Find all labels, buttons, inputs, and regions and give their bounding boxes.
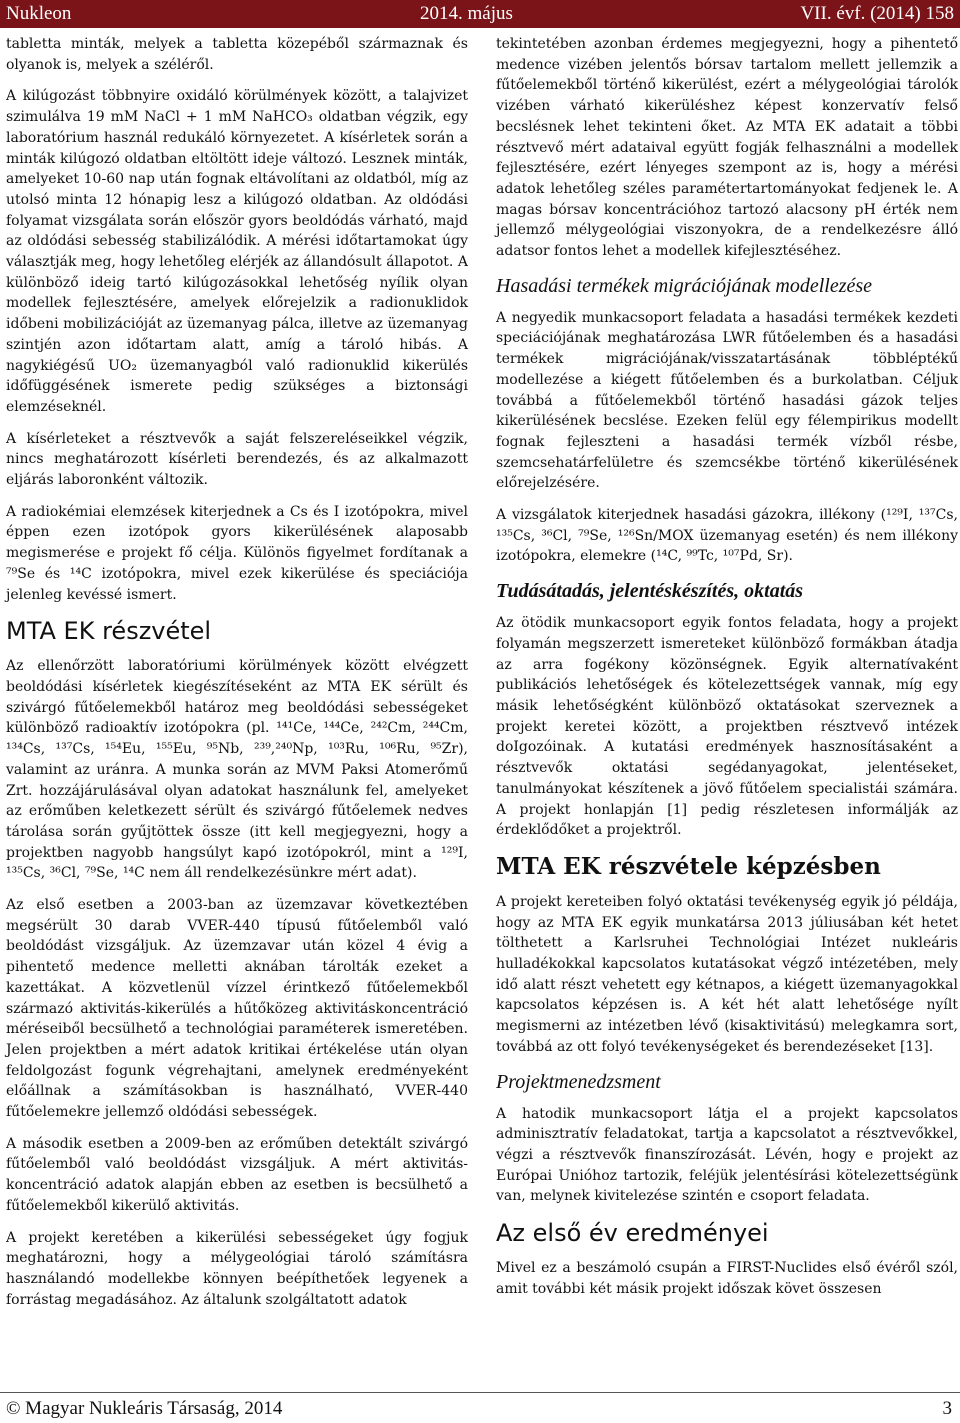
issue-date: 2014. május xyxy=(420,3,513,24)
volume-info: VII. évf. (2014) 158 xyxy=(800,3,954,24)
paragraph: A második esetben a 2009-ben az erőműben detektált szivárgó fűtőelemből való beoldódást vizsgáljuk. A mért aktivitás-koncentráció adatok alapján ebben az esetben is becsülhető a fűtőelemekből kikerülő aktivitás. xyxy=(6,1135,468,1214)
journal-name: Nukleon xyxy=(6,3,72,24)
paragraph: Az ötödik munkacsoport egyik fontos feladata, hogy a projekt folyamán megszerzett ismereteket különböző formákban átadja az arra fogékony közönségnek. Egyik alternatívaként publikációs lehetőségek és kötelezettségek vannak, míg egy másik lehetőségként különböző oktatásokat szerveznek a projekt keretei között, a projektben résztvevő intézek doIgozóinak. A kutatási eredmények hasznosításaként a résztvevők oktatási segédanyagokat, jelentéseket, tanulmányokat készítenek a jövő fűtőelem specialistái számára. A projekt honlapján [1] pedig részletesen informálják az érdeklődőket a projektről. xyxy=(496,615,958,839)
paragraph: Az első esetben a 2003-ban az üzemzavar következtében megsérült 30 darab VVER-440 típusú fűtőelemből való beoldódást vizsgáljuk. Az üzemzavar után közel 4 évig a pihentető medence melletti aknában tárolták ezeket a kazettákat. A közvetlenül vízzel érintkező fűtőelemekből származó aktivitás-kikerülés a hűtőközeg aktivitáskoncentráció méréseiből becsülhető a technológiai paraméterek ismeretében. Jelen projektben a mért adatok kritikai értékelése után olyan feldolgozást fogunk végrehajtani, amelynek eredményeként előállnak a számításokban is használható, VVER-440 fűtőelemekre jellemző oldódási sebességek. xyxy=(6,897,468,1121)
paragraph: tekintetében azonban érdemes megjegyezni, hogy a pihentető medence vizében jelentős bórsav tartalom mellett jellemzik a fűtőelemekből történő kikerülést, ezért a mélygeológiai tárolók vizében várható kikerüléshez képest konzervatív felső becslésnek lehet tekinteni őket. Az MTA EK adatait a többi résztvevő mért adataival együtt fogják felhasználni a modellek fejlesztésére, ezért lényeges szempont az is, hogy a mérési adatok lehetőleg széles paramétertartományokat fedjenek le. A magas bórsav koncentrációhoz tartozó alacsony pH érték nem jellemző mélygeológiai viszonyokra, de a rendelkezésre álló adatsor fontos lehet a modellek kifejlesztéséhez. xyxy=(496,36,958,260)
page-footer xyxy=(0,1392,960,1423)
left-column xyxy=(6,34,468,1321)
paragraph: A hatodik munkacsoport látja el a projekt kapcsolatos adminisztratív feladatokat, tartja a kapcsolatot a résztvevőkkel, végzi a résztvevők finanszírozását. Lévén, hogy e projekt az Európai Unióhoz tartozik, feléjük jelentésírási kötelezettségünk van, melynek kivitelezése szintén e csoport feladata. xyxy=(496,1105,958,1205)
paragraph: A negyedik munkacsoport feladata a hasadási termékek kezdeti speciációjának meghatározása LWR fűtőelemben és a hasadási termékek migrációjának/visszatartásának többléptékű modellezése a kiégett fűtőelemben és a burkolatban. Céljuk továbbá a fűtőelemekből történő hasadási gázok teljes kikerülésének becslése. Ezeken felül egy félempirikus modellt fognak fejleszteni a hasadási termék vízből résbe, szemcsehatárfelületre és szemcsékbe történő kikerülésének előrejelzésére. xyxy=(496,309,958,492)
paragraph: A radiokémiai elemzések kiterjednek a Cs és I izotópokra, mivel éppen ezen izotópok gyors kikerülésének alaposabb megismerése e projekt fő célja. Különös figyelmet fordítanak a ⁷⁹Se és ¹⁴C izotópokra, mivel ezek kikerülése és speciációja jelenleg kevéssé ismert. xyxy=(6,503,468,603)
subsection-heading-tudasatadas: Tudásátadás, jelentéskészítés, oktatás xyxy=(496,580,804,603)
paragraph: A vizsgálatok kiterjednek hasadási gázokra, illékony (¹²⁹I, ¹³⁷Cs, ¹³⁵Cs, ³⁶Cl, ⁷⁹Se, ¹²⁶Sn/MOX üzemanyag esetén) és nem illékony izotópokra, elemekre (¹⁴C, ⁹⁹Tc, ¹⁰⁷Pd, Sr). xyxy=(496,507,958,565)
running-header xyxy=(0,0,960,28)
page-number: 3 xyxy=(942,1398,952,1419)
paragraph: A kilúgozást többnyire oxidáló körülmények között, a talajvizet szimulálva 19 mM NaCl + 1 mM NaHCO₃ oldatban végzik, egy laboratórium használ redukáló környezetet. A kísérletek során a minták kilúgozó oldatban eltöltött ideje változó. Lesznek minták, amelyeket 10-60 nap után fognak eltávolítani az oldatból, míg az utolsó minta 12 hónapig lesz a kilúgozó oldatban. Az oldódási folyamat vizsgálata során először gyors beoldódás várható, majd az oldódási sebesség stabilizálódik. A mérési időtartamokat úgy választják meg, hogy lehetőleg elérjék az állandósult állapotot. A különböző ideig tartó kilúgozásokkal lehetőség nyílik olyan modellek fejlesztésére, amelyek előrejelzik a radionuklidok időbeni mobilizációját az üzemanyag pálca, illetve az üzemanyag szintjén azon időtartam alatt, amíg a tároló hibás. A nagykiégésű UO₂ üzemanyagból való radionuklid kikerülés időfüggésének ismerete pedig szükséges a biztonsági elemzéseknél. xyxy=(6,88,468,415)
section-heading-mta-ek: MTA EK részvétel xyxy=(6,617,212,646)
paragraph: A kísérleteket a résztvevők a saját felszereléseikkel végzik, nincs meghatározott kísérleti berendezés, és az alkalmazott eljárás laboronként változik. xyxy=(6,430,468,489)
subsection-heading-hasadasi: Hasadási termékek migrációjának modellezése xyxy=(496,274,873,297)
right-column xyxy=(496,34,958,1310)
section-heading-elso-ev: Az első év eredményei xyxy=(496,1219,769,1248)
paragraph: Mivel ez a beszámoló csupán a FIRST-Nuclides első évéről szól, amit további két másik projekt időszak követ összesen xyxy=(496,1260,958,1297)
section-heading-kepzes: MTA EK részvétele képzésben xyxy=(496,852,881,880)
subsection-heading-projektmenedzsment: Projektmenedzsment xyxy=(496,1070,661,1093)
paragraph: tabletta minták, melyek a tabletta közepéből származnak és olyanok is, melyek a széléről. xyxy=(6,36,468,73)
paragraph: A projekt keretében a kikerülési sebességeket úgy fogjuk meghatározni, hogy a mélygeológiai tároló számításra használandó modellekbe könnyen beépíthetőek legyenek a forrástag megadásához. Az általunk szolgáltatott adatok xyxy=(6,1229,468,1308)
paragraph: A projekt kereteiben folyó oktatási tevékenység egyik jó példája, hogy az MTA EK egyik munkatársa 2013 júliusában két hetet tölthetett a Karlsruhei Technológiai Intézet nukleáris hulladékokkal kapcsolatos kutatásokat végző intézetében, mely idő alatt részt vehetett egy kétnapos, a kiégett üzemanyagokkal kapcsolatos képzésen is. A két hét alatt lehetősége nyílt megismerni az intézetben lévő (kisaktivitású) melegkamra sort, továbbá az ott folyó tevékenységeket és berendezéseket [13]. xyxy=(496,893,958,1055)
copyright-text: © Magyar Nukleáris Társaság, 2014 xyxy=(6,1398,283,1419)
paragraph: Az ellenőrzött laboratóriumi körülmények között elvégzett beoldódási kísérletek kiegészítéseként az MTA EK sérült és szivárgó fűtőelemekből határoz meg beoldódási sebességeket különböző radioaktív izotópokra (pl. ¹⁴¹Ce, ¹⁴⁴Ce, ²⁴²Cm, ²⁴⁴Cm, ¹³⁴Cs, ¹³⁷Cs, ¹⁵⁴Eu, ¹⁵⁵Eu, ⁹⁵Nb, ²³⁹,²⁴⁰Np, ¹⁰³Ru, ¹⁰⁶Ru, ⁹⁵Zr), valamint az uránra. A munka során az MVM Paksi Atomerőmű Zrt. hozzájárulásával olyan adatokat használunk fel, amelyeket az erőműben keletkezett sérült és szivárgó fűtőelemek nedves tárolása során gyűjtöttek össze (itt kell megjegyezni, hogy a projektben nagyobb hangsúlyt kapó izotópokról, mint a ¹²⁹I, ¹³⁵Cs, ³⁶Cl, ⁷⁹Se, ¹⁴C nem áll rendelkezésünkre mért adat). xyxy=(6,658,468,882)
